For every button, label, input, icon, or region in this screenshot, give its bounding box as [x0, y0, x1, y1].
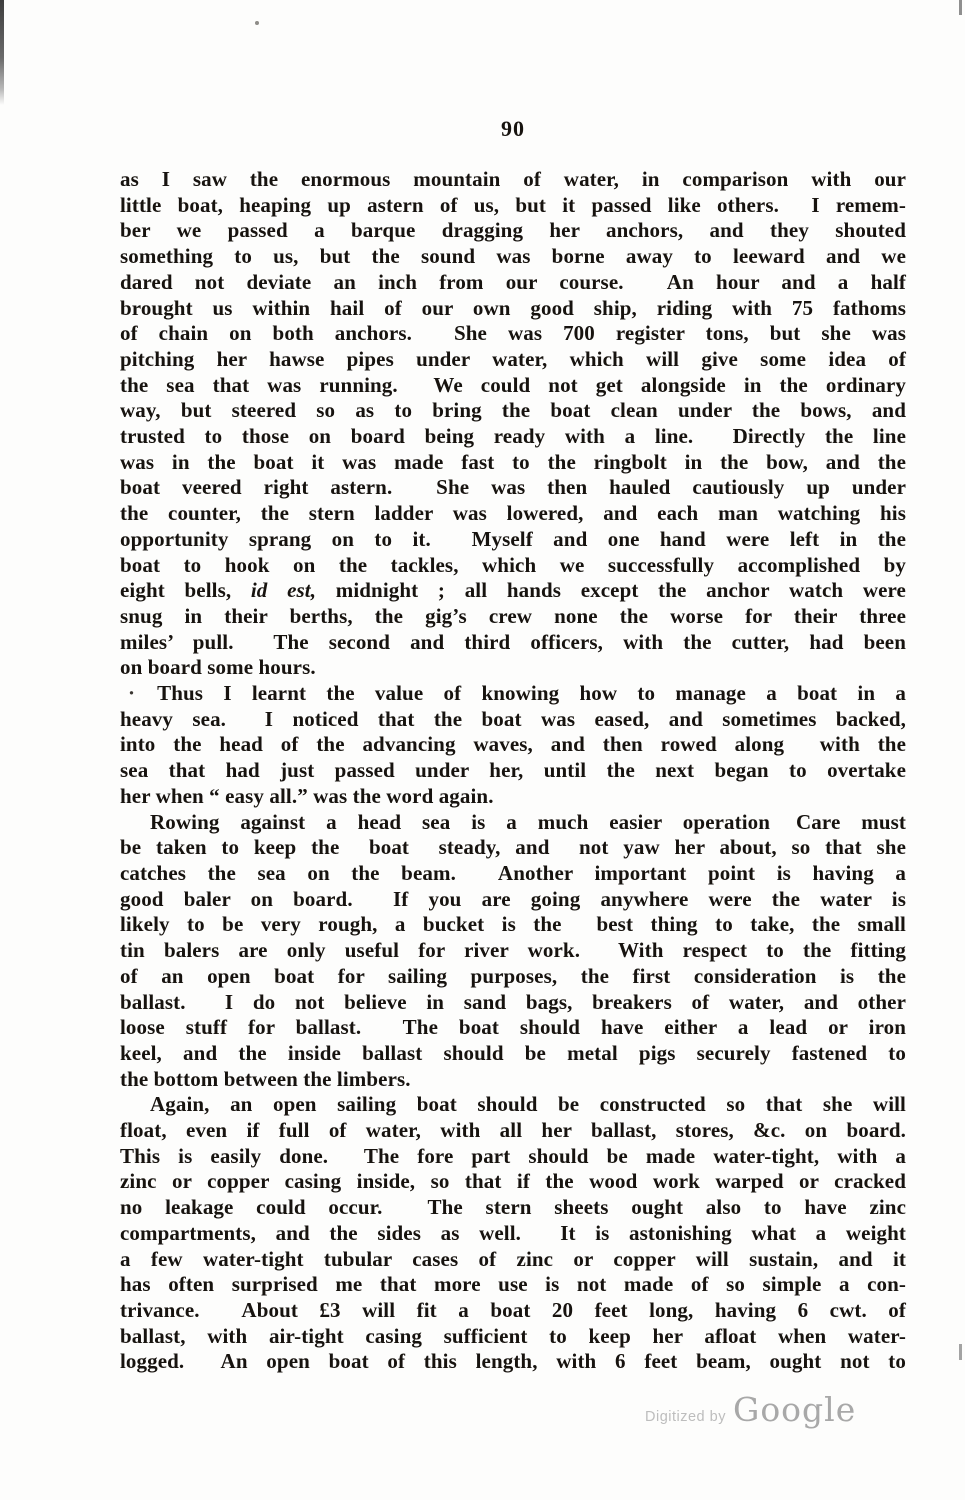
text-line: trivance. About £3 will fit a boat 20 feet long, having 6 cwt. of	[120, 1297, 906, 1322]
text-line: logged. An open boat of this length, with 6 feet beam, ought not to	[120, 1349, 906, 1374]
text-line: catches the sea on the beam. Another important point is having a	[120, 860, 906, 885]
text-line: boat veered right astern. She was then hauled cautiously up under	[120, 475, 906, 500]
text-line: the counter, the stern ladder was lowered, and each man watching his	[120, 501, 906, 526]
text-line: ballast, with air-tight casing sufficient to keep her afloat when water-	[120, 1323, 906, 1348]
text-block	[120, 167, 906, 1375]
watermark	[645, 1390, 856, 1429]
text-line: likely to be very rough, a bucket is the best thing to take, the small	[120, 912, 906, 937]
text-line: compartments, and the sides as well. It is astonishing what a weight	[120, 1220, 906, 1245]
text-segment: id est,	[250, 578, 317, 603]
text-line: miles’ pull. The second and third officers, with the cutter, had been	[120, 629, 906, 654]
margin-dot: ·	[128, 681, 136, 706]
text-line: boat to hook on the tackles, which we successfully accomplished by	[120, 552, 906, 577]
text-line	[120, 681, 906, 707]
google-logo: Google	[732, 1390, 857, 1429]
text-line: zinc or copper casing inside, so that if the wood work warped or cracked	[120, 1169, 906, 1194]
text-line: This is easily done. The fore part should be made water-tight, with a	[120, 1143, 906, 1168]
text-line: brought us within hail of our own good ship, riding with 75 fathoms	[120, 295, 906, 320]
text-line: ballast. I do not believe in sand bags, breakers of water, and other	[120, 989, 906, 1014]
text-line	[120, 810, 906, 836]
text-line: heavy sea. I noticed that the boat was eased, and sometimes backed,	[120, 706, 906, 731]
text-line: no leakage could occur. The stern sheets ought also to have zinc	[120, 1195, 906, 1220]
text-line: the sea that was running. We could not get alongside in the ordinary	[120, 372, 906, 397]
text-line: pitching her hawse pipes under water, which will give some idea of	[120, 346, 906, 371]
scan-artifact-speck	[255, 21, 259, 25]
text-line: into the head of the advancing waves, and then rowed along with the	[120, 732, 906, 757]
text-line: float, even if full of water, with all her ballast, stores, &c. on board.	[120, 1118, 906, 1143]
text-line: her when “ easy all.” was the word again.	[120, 783, 494, 808]
text-line: on board some hours.	[120, 655, 316, 680]
text-segment: Thus I learnt the value of knowing how to manage a boat in a	[157, 681, 906, 706]
text-line: of chain on both anchors. She was 700 register tons, but she was	[120, 321, 906, 346]
text-line: way, but steered so as to bring the boat clean under the bows, and	[120, 398, 906, 423]
text-segment: Care must	[796, 809, 906, 834]
text-line: Again, an open sailing boat should be constructed so that she will	[150, 1092, 906, 1117]
text-line: the bottom between the limbers.	[120, 1066, 411, 1091]
text-line: of an open boat for sailing purposes, the first consideration is the	[120, 963, 906, 988]
text-line: trusted to those on board being ready with a line. Directly the line	[120, 424, 906, 449]
page-number: 90	[501, 116, 525, 141]
scan-artifact-right	[959, 1344, 962, 1360]
text-line: something to us, but the sound was borne away to leeward and we	[120, 244, 906, 269]
text-line: little boat, heaping up astern of us, but it passed like others. I remem-	[120, 192, 906, 217]
text-line: snug in their berths, the gig’s crew none the worse for their three	[120, 603, 906, 628]
text-line	[120, 578, 906, 604]
text-segment: eight bells,	[120, 578, 251, 603]
text-line: was in the boat it was made fast to the ringbolt in the bow, and the	[120, 449, 906, 474]
watermark-digitized-by: Digitized by	[645, 1409, 726, 1425]
text-segment: Rowing against a head sea is a much easier operation	[150, 809, 771, 834]
text-line: as I saw the enormous mountain of water, in comparison with our	[120, 167, 906, 191]
text-line: opportunity sprang on to it. Myself and one hand were left in the	[120, 526, 906, 551]
text-line: be taken to keep the boat steady, and not yaw her about, so that she	[120, 835, 906, 860]
text-line: keel, and the inside ballast should be metal pigs securely fastened to	[120, 1040, 906, 1065]
text-line: tin balers are only useful for river work. With respect to the fitting	[120, 938, 906, 963]
text-line: dared not deviate an inch from our course. An hour and a half	[120, 269, 906, 294]
text-line: a few water-tight tubular cases of zinc or copper will sustain, and it	[120, 1246, 906, 1271]
text-line: good baler on board. If you are going anywhere were the water is	[120, 886, 906, 911]
text-line: loose stuff for ballast. The boat should have either a lead or iron	[120, 1015, 906, 1040]
text-line: sea that had just passed under her, until the next began to overtake	[120, 758, 906, 783]
text-segment: midnight ; all hands except the anchor watch were	[316, 578, 906, 603]
scan-artifact-left-edge	[0, 0, 4, 105]
scan-artifact-top-right	[959, 0, 962, 15]
text-line: has often surprised me that more use is not made of so simple a con-	[120, 1272, 906, 1297]
text-line: ber we passed a barque dragging her anchors, and they shouted	[120, 218, 906, 243]
